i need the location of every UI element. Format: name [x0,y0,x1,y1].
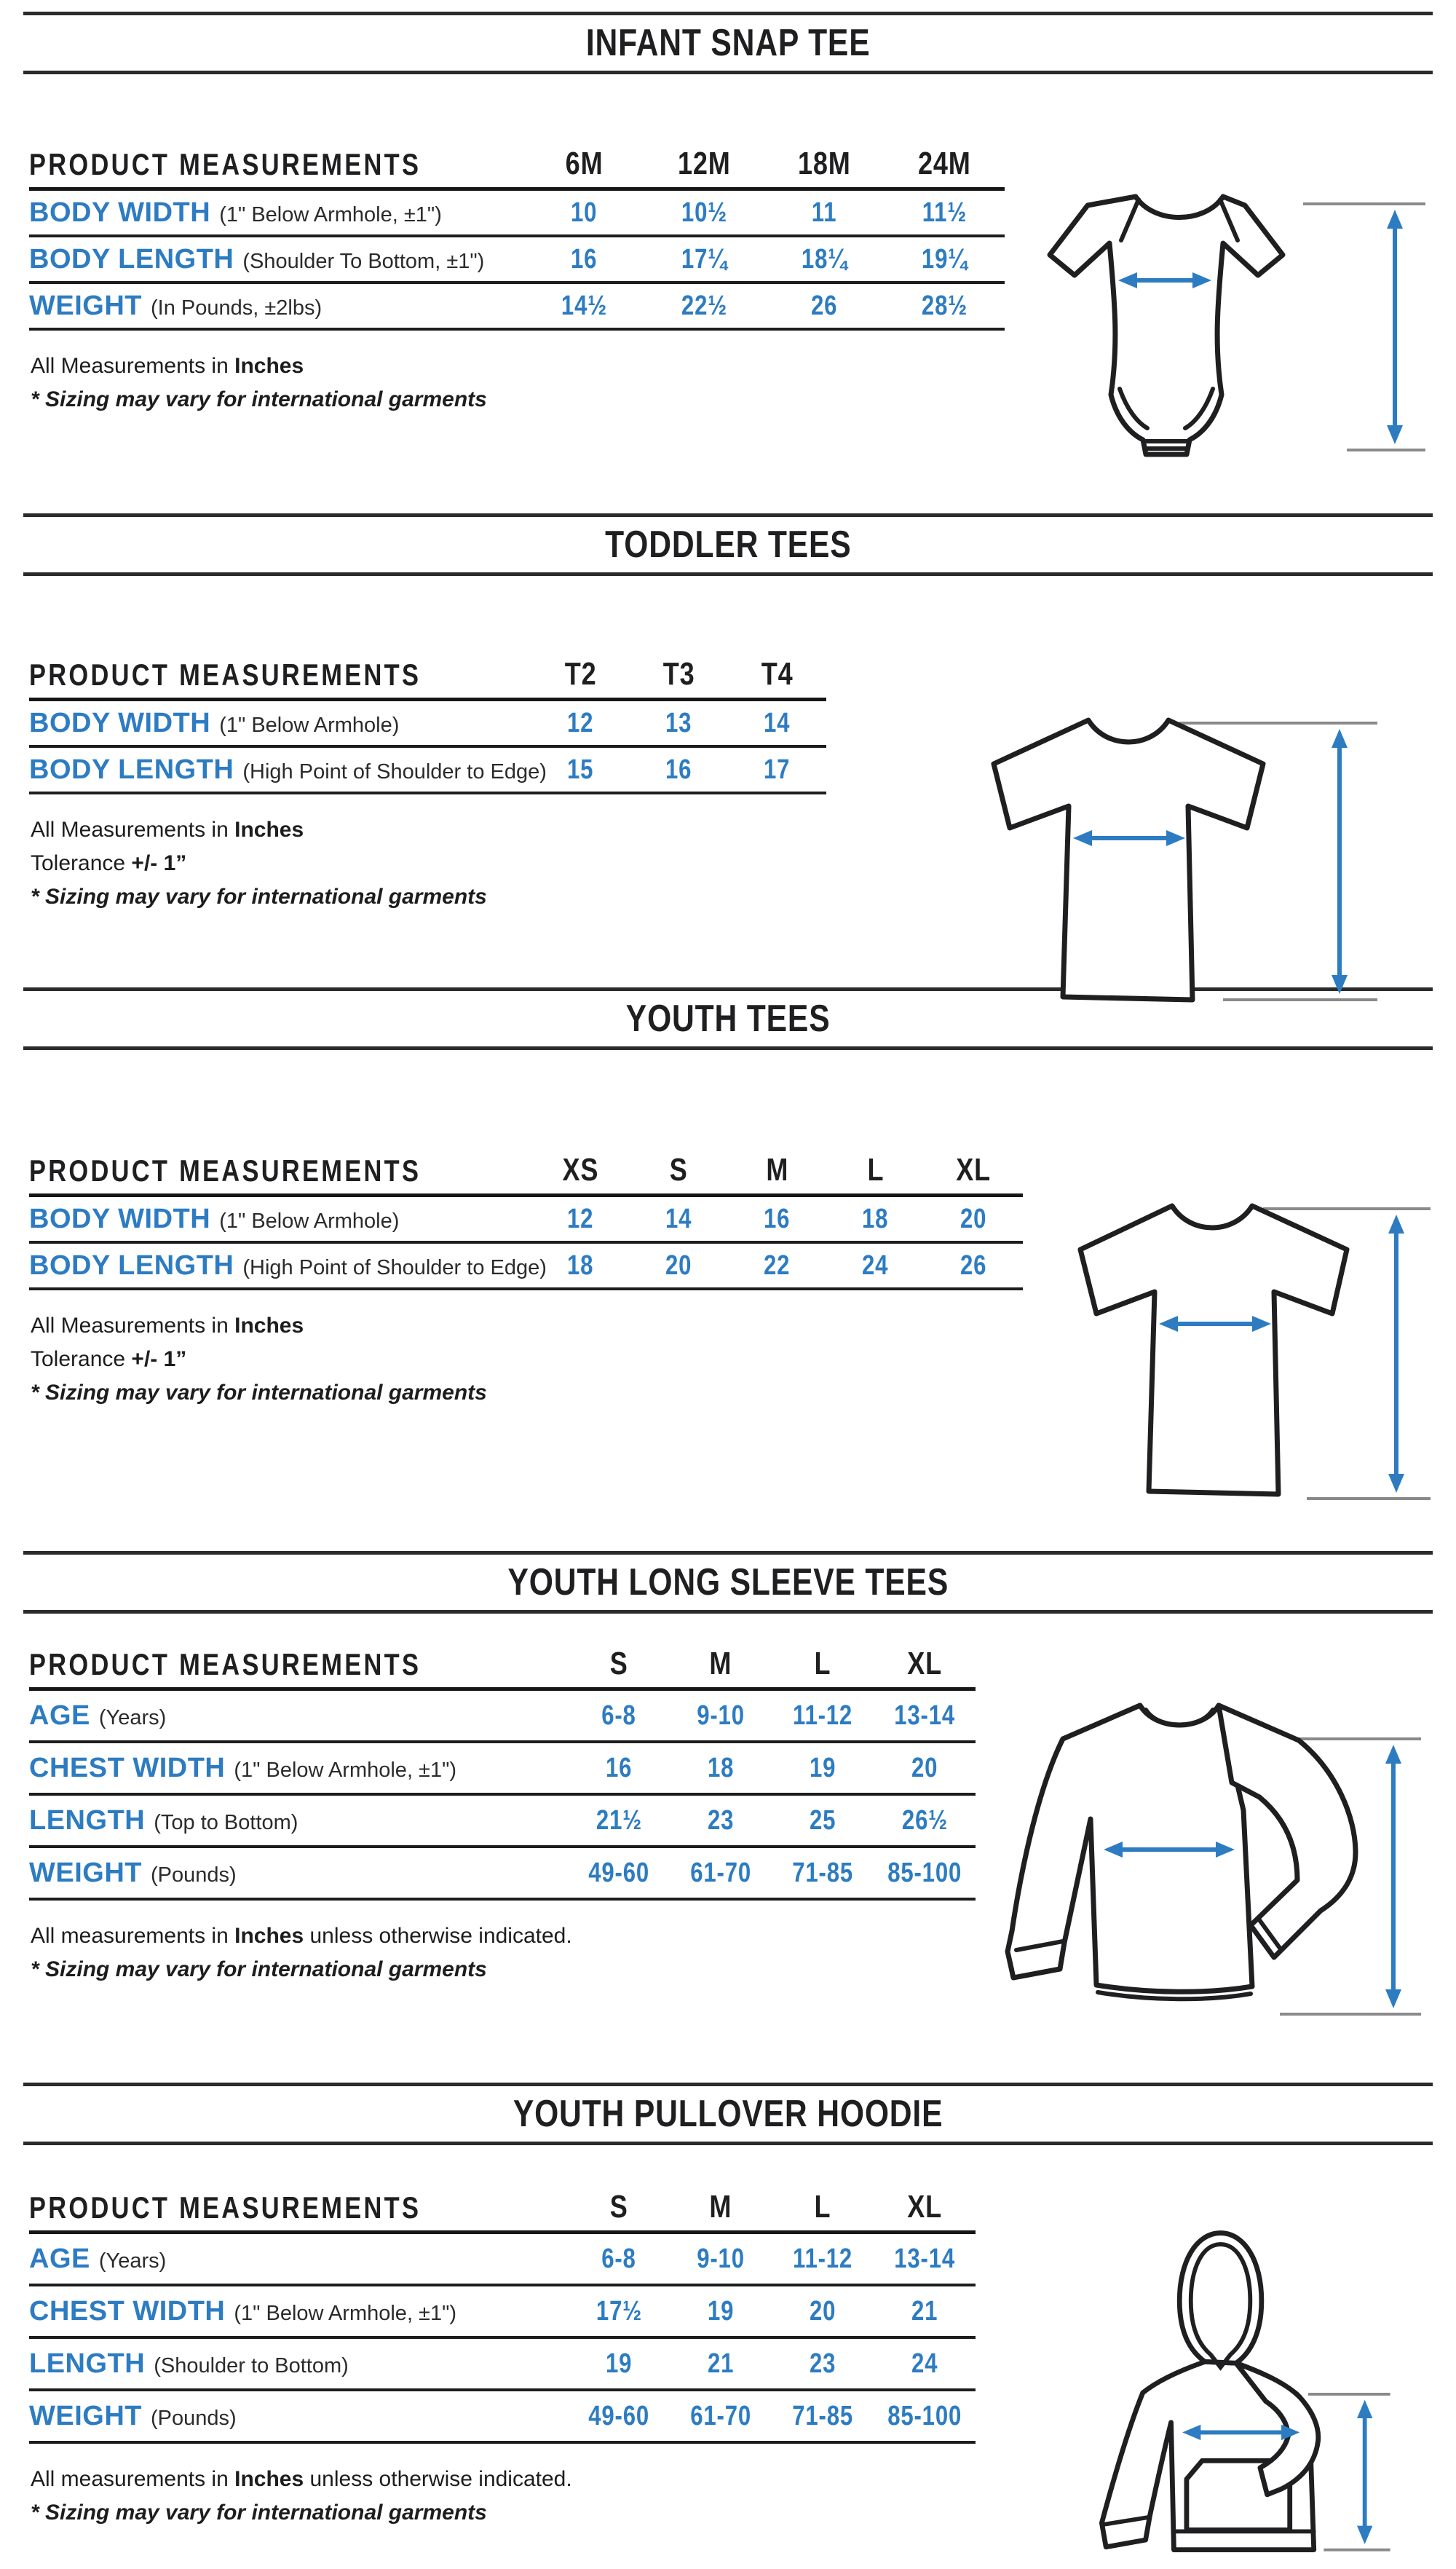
column-header: T2 [564,656,597,692]
column-header: L [814,1646,831,1681]
row-detail: (1" Below Armhole, ±1") [234,2301,457,2325]
row-label: AGE [29,1700,90,1731]
table-row [29,1691,976,1743]
row-label-cell [29,1805,568,1836]
value-cell: 19 [605,2348,633,2379]
table-row [29,1848,976,1901]
value-cell: 14½ [561,290,608,321]
row-detail: (Pounds) [150,2406,237,2430]
row-detail: (Years) [98,1705,167,1729]
table-header-label-cell [29,2190,568,2233]
column-header: S [670,1152,688,1188]
table-row [29,748,826,794]
value-cell: 61-70 [690,2400,751,2431]
value-cell: 11½ [922,197,968,228]
row-label-cell [29,754,547,786]
row-label: LENGTH [29,1804,146,1836]
table-row [29,2234,976,2286]
value-cell: 26 [811,290,838,321]
value-cell: 13-14 [894,1700,955,1731]
table-header-label: PRODUCT MEASUREMENTS [29,2190,422,2225]
section-title: YOUTH TEES [625,998,831,1040]
row-label-cell [29,244,524,275]
units-note: All Measurements in Inches [31,818,304,842]
row-detail: (In Pounds, ±2lbs) [150,296,323,320]
divider [23,1610,1433,1614]
table-row [29,237,1005,284]
section-title: INFANT SNAP TEE [585,22,871,64]
row-detail: (Shoulder To Bottom, ±1") [242,249,485,273]
row-label-cell [29,1858,568,1889]
value-cell: 85-100 [887,2400,962,2431]
toddler-tee-drawing [917,685,1412,1035]
value-cell: 18 [707,1752,735,1783]
row-label-cell [29,1700,568,1732]
row-label: BODY WIDTH [29,197,211,228]
measurements-table [29,2189,976,2444]
table-row [29,1197,1023,1244]
value-cell: 18¼ [801,243,848,275]
section-title: TODDLER TEES [604,524,852,566]
measurements-table [29,1152,1023,1290]
units-note: All measurements in Inches unless otherwise indicated. [31,1924,572,1948]
column-header: 6M [565,146,604,181]
value-cell: 21 [707,2348,735,2379]
value-cell: 20 [911,1752,938,1783]
value-cell: 20 [809,2295,836,2327]
tee-outline [1080,1206,1347,1494]
sizing-note: * Sizing may vary for international garments [31,387,487,411]
measurements-table [29,1646,976,1901]
table-header-label: PRODUCT MEASUREMENTS [29,658,422,692]
row-detail: (High Point of Shoulder to Edge) [242,1255,547,1279]
value-cell: 71-85 [792,2400,853,2431]
value-cell: 18 [567,1250,594,1281]
value-cell: 17¼ [681,243,728,275]
table-header-row [29,1646,976,1691]
value-cell: 11-12 [792,1700,853,1731]
table-header-row [29,2189,976,2234]
table-row [29,2391,976,2444]
table-row [29,191,1005,237]
divider [23,2142,1433,2145]
column-header: 12M [678,146,731,181]
value-cell: 6-8 [601,1700,636,1731]
row-label: CHEST WIDTH [29,2295,226,2327]
row-label-cell [29,1204,531,1235]
row-label: WEIGHT [29,2400,142,2431]
section-toddler-tees [0,513,1456,987]
section-body [0,1646,1456,2083]
value-cell: 19 [707,2295,735,2327]
divider [23,71,1433,74]
column-header: M [709,1646,732,1681]
value-cell: 22½ [681,290,728,321]
table-row [29,284,1005,331]
value-cell: 17 [764,754,791,785]
section-youth-tees [0,987,1456,1551]
value-cell: 16 [764,1203,791,1234]
value-cell: 14 [764,707,791,738]
column-header: L [814,2189,831,2225]
units-note: All measurements in Inches unless otherwise indicated. [31,2467,572,2491]
table-header-label-cell [29,147,524,189]
section-body [0,656,1456,987]
column-header: 18M [798,146,851,181]
row-detail: (Pounds) [150,1863,237,1887]
value-cell: 16 [665,754,692,785]
long-sleeve-tee-drawing [968,1675,1434,2053]
table-row [29,2339,976,2391]
value-cell: 12 [567,1203,594,1234]
body-length-arrow [1388,1215,1404,1493]
tee-outline [994,720,1263,1000]
row-label: AGE [29,2243,90,2274]
column-header: T4 [761,656,794,692]
row-label-cell [29,197,524,229]
value-cell: 13-14 [894,2243,955,2274]
table-header-row [29,1152,1023,1197]
table-header-label: PRODUCT MEASUREMENTS [29,1647,422,1681]
section-youth-long-sleeve-tees [0,1551,1456,2083]
value-cell: 17½ [596,2295,642,2327]
row-detail: (Top to Bottom) [154,1810,298,1834]
row-label: LENGTH [29,2348,146,2379]
value-cell: 11 [812,197,837,228]
value-cell: 6-8 [601,2243,636,2274]
table-header-label-cell [29,658,531,700]
infant-snap-tee-drawing [1026,153,1434,495]
row-label-cell [29,2296,568,2327]
section-body [0,2189,1456,2568]
row-label-cell [29,708,531,739]
section-body [0,1152,1456,1551]
row-label: BODY WIDTH [29,707,211,738]
table-header-row [29,146,1005,191]
column-header: L [867,1152,884,1188]
value-cell: 85-100 [887,1857,962,1888]
row-label: BODY LENGTH [29,754,234,785]
table-row [29,1244,1023,1290]
row-detail: (1" Below Armhole, ±1") [219,202,442,226]
hoodie-drawing [1063,2198,1405,2565]
value-cell: 23 [809,2348,836,2379]
table-header-label: PRODUCT MEASUREMENTS [29,147,422,181]
row-label: BODY LENGTH [29,1250,234,1281]
row-label-cell [29,2401,568,2432]
value-cell: 10 [571,197,598,228]
column-header: XL [907,2189,942,2225]
youth-pullover-hoodie-illustration [1063,2198,1405,2565]
section-title: YOUTH LONG SLEEVE TEES [507,1561,949,1603]
value-cell: 24 [911,2348,938,2379]
value-cell: 20 [960,1203,987,1234]
value-cell: 23 [707,1804,735,1836]
table-header-label-cell [29,1647,568,1689]
column-header: XL [956,1152,992,1188]
value-cell: 61-70 [690,1857,751,1888]
row-label: BODY WIDTH [29,1203,211,1234]
column-header: XS [562,1152,599,1188]
column-header: XL [907,1646,942,1681]
value-cell: 19¼ [921,243,968,275]
value-cell: 9-10 [697,1700,745,1731]
section-body [0,146,1456,513]
value-cell: 11-12 [792,2243,853,2274]
column-header: S [609,1646,628,1681]
value-cell: 10½ [681,197,728,228]
value-cell: 49-60 [588,1857,649,1888]
row-detail: (Shoulder to Bottom) [154,2353,349,2377]
value-cell: 14 [665,1203,692,1234]
tolerance-note: Tolerance +/- 1” [31,851,187,875]
column-header: M [766,1152,788,1188]
table-row [29,2286,976,2339]
sizing-note: * Sizing may vary for international garments [31,885,487,909]
row-detail: (1" Below Armhole) [219,713,400,737]
value-cell: 13 [665,707,692,738]
row-label-cell [29,2348,568,2380]
column-header: 24M [918,146,971,181]
value-cell: 21½ [596,1804,642,1836]
row-label: CHEST WIDTH [29,1752,226,1783]
row-label: WEIGHT [29,290,142,321]
row-detail: (1" Below Armhole) [219,1209,400,1233]
toddler-tee-illustration [917,685,1412,1035]
units-note: All Measurements in Inches [31,354,304,378]
body-length-arrow [1387,210,1403,444]
value-cell: 20 [665,1250,692,1281]
value-cell: 26½ [901,1804,948,1836]
units-note: All Measurements in Inches [31,1314,304,1338]
infant-snap-tee-illustration [1026,153,1434,495]
youth-tee-illustration [1026,1174,1441,1538]
table-header-label: PRODUCT MEASUREMENTS [29,1153,422,1188]
value-cell: 15 [567,754,594,785]
measurements-table [29,146,1005,331]
table-row [29,1796,976,1848]
sizing-note: * Sizing may vary for international garments [31,2501,487,2525]
column-header: M [709,2189,732,2225]
section-infant-snap-tee [0,12,1456,513]
value-cell: 28½ [921,290,968,321]
row-label-cell [29,1753,568,1784]
row-detail: (1" Below Armhole, ±1") [234,1758,457,1782]
value-cell: 16 [605,1752,633,1783]
row-label: WEIGHT [29,1857,142,1888]
value-cell: 71-85 [792,1857,853,1888]
value-cell: 21 [911,2295,938,2327]
row-label: BODY LENGTH [29,243,234,275]
value-cell: 22 [764,1250,791,1281]
value-cell: 25 [809,1804,836,1836]
value-cell: 26 [960,1250,987,1281]
value-cell: 12 [567,707,594,738]
section-title: YOUTH PULLOVER HOODIE [513,2093,943,2135]
divider [23,1046,1433,1050]
row-label-cell [29,291,524,322]
youth-tee-drawing [1026,1174,1441,1538]
column-header: S [609,2189,628,2225]
row-detail: (High Point of Shoulder to Edge) [242,759,547,784]
row-label-cell [29,1250,547,1282]
length-arrow [1385,1745,1401,2008]
measurements-table [29,656,826,794]
table-row [29,1743,976,1796]
value-cell: 19 [809,1752,836,1783]
column-header: T3 [662,656,695,692]
length-arrow [1357,2400,1372,2544]
value-cell: 16 [571,243,598,275]
youth-long-sleeve-tee-illustration [968,1675,1434,2053]
value-cell: 18 [862,1203,889,1234]
body-length-arrow [1332,729,1348,994]
table-row [29,701,826,748]
table-header-row [29,656,826,701]
value-cell: 9-10 [697,2243,745,2274]
tolerance-note: Tolerance +/- 1” [31,1347,187,1371]
table-header-label-cell [29,1153,531,1196]
sizing-note: * Sizing may vary for international garments [31,1381,487,1405]
divider [23,572,1433,576]
sizing-note: * Sizing may vary for international garments [31,1957,487,1981]
value-cell: 24 [862,1250,889,1281]
section-youth-pullover-hoodie [0,2083,1456,2568]
row-detail: (Years) [98,2249,167,2273]
onesie-outline [1050,197,1283,454]
value-cell: 49-60 [588,2400,649,2431]
